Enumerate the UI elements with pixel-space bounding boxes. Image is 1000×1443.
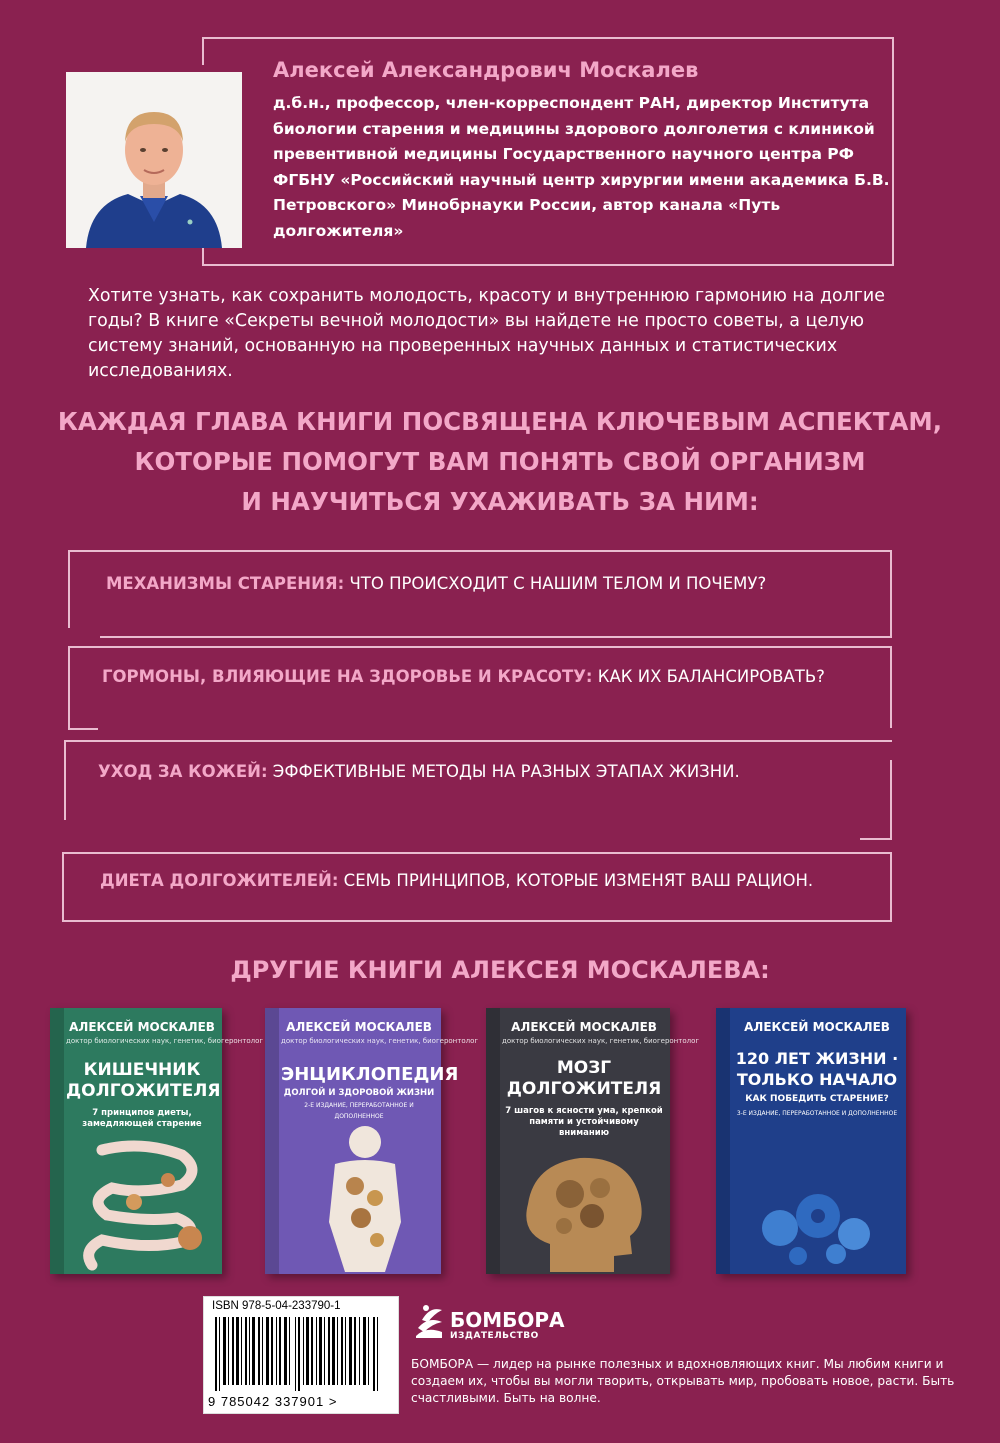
topic3-frame-right (890, 760, 892, 840)
book-title: КИШЕЧНИК ДОЛГОЖИТЕЛЯ (66, 1060, 221, 1101)
author-bio: д.б.н., профессор, член-корреспондент РАН, директор Института биологии старения и медицины здорового долголетия с клиникой превентивной медицины Государственного научного центра РФ ФГБНУ «Российский научный центр хирургии имени академика Б.В. Петровского» Минобрнауки России, автор канала «Путь долгожителя» (273, 94, 890, 240)
book-author-credentials: доктор биологических наук, генетик, биогеронтолог (66, 1037, 264, 1045)
publisher-description: БОМБОРА — лидер на рынке полезных и вдохновляющих книг. Мы любим книги и создаем их, чтобы вы могли творить, открывать мир, пробовать новое, расти. Быть счастливыми. Быть на волне. (411, 1357, 955, 1405)
publisher-sub: ИЗДАТЕЛЬСТВО (450, 1331, 539, 1341)
gears-illustration (740, 1168, 900, 1268)
book-cover-brain (486, 1008, 700, 1274)
author-photo (66, 72, 242, 248)
topic4-frame-bottom (62, 920, 892, 922)
book-tagline: 7 шагов к ясности ума, крепкой памяти и устойчивому вниманию (505, 1106, 663, 1138)
book-tagline: КАК ПОБЕДИТЬ СТАРЕНИЕ? (745, 1094, 889, 1104)
bombora-logo-icon (412, 1302, 446, 1340)
book-cover-120-years (716, 1008, 906, 1274)
chapters-heading-line3: И НАУЧИТЬСЯ УХАЖИВАТЬ ЗА НИМ: (241, 487, 759, 516)
book-title: МОЗГ ДОЛГОЖИТЕЛЯ (506, 1058, 662, 1099)
chapters-heading (40, 402, 960, 522)
book-spine (265, 1008, 279, 1274)
topic1-frame-bottom (100, 636, 892, 638)
book-intro: Хотите узнать, как сохранить молодость, красоту и внутреннюю гармонию на долгие годы? В книге «Секреты вечной молодости» вы найдете не просто советы, а целую систему знаний, основанную на проверенных научных данных и статистических исследованиях. (88, 286, 885, 381)
topic4-frame-top (62, 852, 892, 854)
head-gears-illustration (510, 1144, 660, 1272)
topic1-frame-left (68, 550, 70, 628)
topic4-frame-right (890, 852, 892, 922)
publisher-name: БОМБОРА (450, 1308, 565, 1332)
book-tagline: ДОЛГОЙ И ЗДОРОВОЙ ЖИЗНИ (283, 1088, 435, 1098)
author-frame-bottom (202, 264, 894, 266)
isbn-label: ISBN 978-5-04-233790-1 (212, 1300, 341, 1312)
topic2-frame-bottom (68, 728, 98, 730)
topic3-frame-left (64, 740, 66, 820)
book-author: АЛЕКСЕЙ МОСКАЛЕВ (286, 1020, 432, 1034)
book-tagline: 7 принципов диеты, замедляющей старение (82, 1108, 202, 1129)
topic2-frame-right (890, 646, 892, 728)
book-spine (486, 1008, 500, 1274)
topic3-frame-bottom (860, 838, 892, 840)
book-author-credentials: доктор биологических наук, генетик, биогеронтолог (281, 1037, 479, 1045)
topic1-frame-top (68, 550, 892, 552)
book-title: ЭНЦИКЛОПЕДИЯ (281, 1064, 459, 1085)
chapters-heading-line2: КОТОРЫЕ ПОМОГУТ ВАМ ПОНЯТЬ СВОЙ ОРГАНИЗМ (134, 447, 866, 476)
human-gears-illustration (305, 1122, 425, 1272)
book-cover-gut (50, 1008, 264, 1274)
other-books-heading: ДРУГИЕ КНИГИ АЛЕКСЕЯ МОСКАЛЕВА: (230, 956, 770, 984)
book-spine (50, 1008, 64, 1274)
book-author: АЛЕКСЕЙ МОСКАЛЕВ (69, 1020, 215, 1034)
book-spine (716, 1008, 730, 1274)
barcode-bars (211, 1317, 391, 1391)
isbn-barcode (203, 1296, 399, 1414)
topic2-frame-top (68, 646, 892, 648)
book-edition: 3-Е ИЗДАНИЕ, ПЕРЕРАБОТАННОЕ И ДОПОЛНЕННОЕ (736, 1110, 898, 1117)
topic2-frame-left (68, 646, 70, 730)
topic4-frame-left (62, 852, 64, 922)
book-author: АЛЕКСЕЙ МОСКАЛЕВ (511, 1020, 657, 1034)
book-edition: 2-Е ИЗДАНИЕ, ПЕРЕРАБОТАННОЕ И ДОПОЛНЕННОЕ (304, 1102, 414, 1120)
intestine-illustration (72, 1140, 222, 1270)
book-cover-encyclopedia (265, 1008, 479, 1274)
topic1-frame-right (890, 550, 892, 638)
author-frame-top (202, 37, 894, 39)
book-author-credentials: доктор биологических наук, генетик, биогеронтолог (502, 1037, 700, 1045)
chapters-heading-line1: КАЖДАЯ ГЛАВА КНИГИ ПОСВЯЩЕНА КЛЮЧЕВЫМ АСПЕКТАМ, (57, 407, 943, 436)
barcode-digits: 9 785042 337901 > (208, 1394, 338, 1409)
topic-mechanisms: МЕХАНИЗМЫ СТАРЕНИЯ: ЧТО ПРОИСХОДИТ С НАШИМ ТЕЛОМ И ПОЧЕМУ? (106, 574, 767, 593)
topic3-frame-top (64, 740, 892, 742)
topic-hormones: ГОРМОНЫ, ВЛИЯЮЩИЕ НА ЗДОРОВЬЕ И КРАСОТУ: КАК ИХ БАЛАНСИРОВАТЬ? (102, 667, 825, 686)
book-title: 120 ЛЕТ ЖИЗНИ · ТОЛЬКО НАЧАЛО (735, 1049, 899, 1089)
topic-diet: ДИЕТА ДОЛГОЖИТЕЛЕЙ: СЕМЬ ПРИНЦИПОВ, КОТОРЫЕ ИЗМЕНЯТ ВАШ РАЦИОН. (100, 871, 814, 890)
author-name: Алексей Александрович Москалев (273, 58, 699, 82)
book-author: АЛЕКСЕЙ МОСКАЛЕВ (744, 1020, 890, 1034)
author-frame-left (202, 37, 204, 65)
topic-skincare: УХОД ЗА КОЖЕЙ: ЭФФЕКТИВНЫЕ МЕТОДЫ НА РАЗНЫХ ЭТАПАХ ЖИЗНИ. (98, 762, 740, 781)
